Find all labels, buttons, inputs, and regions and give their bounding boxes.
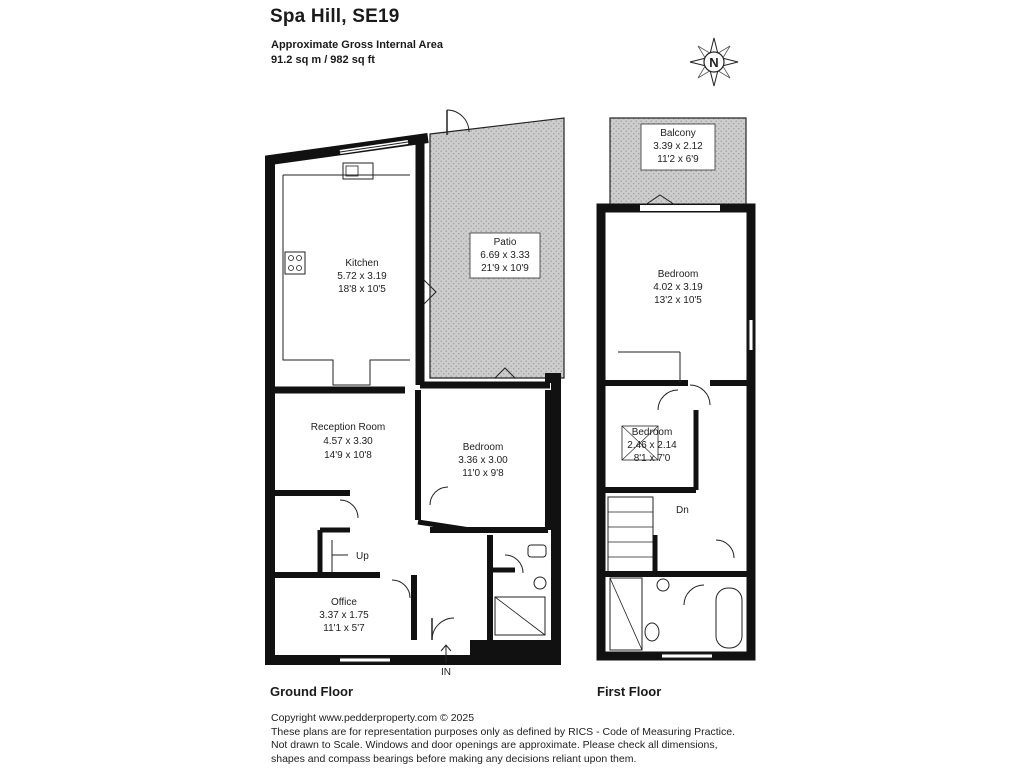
page-title: Spa Hill, SE19	[270, 6, 400, 27]
room-name-bedroom-ground: Bedroom	[462, 442, 504, 453]
bath-icon	[716, 588, 742, 648]
room-metric-kitchen: 5.72 x 3.19	[337, 271, 387, 282]
compass-north-letter: N	[709, 55, 719, 70]
compass-icon	[690, 38, 738, 86]
entrance-label: IN	[441, 667, 451, 678]
disclaimer-line-2: Not drawn to Scale. Windows and door openings are approximate. Please check all dimensions,	[271, 739, 718, 751]
room-metric-reception: 4.57 x 3.30	[323, 436, 373, 447]
room-imperial-office: 11'1 x 5'7	[323, 623, 365, 634]
room-metric-bedroom-first-small: 2.46 x 2.14	[627, 440, 677, 451]
room-imperial-patio: 21'9 x 10'9	[481, 263, 529, 274]
first-basin-icon	[657, 579, 669, 591]
room-imperial-bedroom-first-small: 8'1 x 7'0	[633, 453, 671, 464]
disclaimer-line-3: shapes and compass bearings before making any decisions reliant upon them.	[271, 752, 637, 765]
room-name-kitchen: Kitchen	[345, 258, 379, 269]
room-metric-bedroom-first-main: 4.02 x 3.19	[653, 282, 703, 293]
room-imperial-balcony: 11'2 x 6'9	[657, 154, 699, 165]
disclaimer	[271, 712, 735, 766]
room-name-office: Office	[331, 597, 357, 608]
room-metric-bedroom-ground: 3.36 x 3.00	[458, 455, 508, 466]
toilet-icon	[528, 545, 546, 557]
first-floor-plan	[601, 118, 753, 658]
stairs-up-label: Up	[356, 551, 369, 562]
ground-floor-plan	[270, 110, 564, 678]
room-imperial-kitchen: 18'8 x 10'5	[338, 284, 386, 295]
room-name-bedroom-first-small: Bedroom	[631, 427, 673, 438]
disclaimer-line-1: These plans are for representation purposes only as defined by RICS - Code of Measuring Practice.	[271, 725, 735, 738]
room-metric-balcony: 3.39 x 2.12	[653, 141, 703, 152]
ground-floor-label: Ground Floor	[270, 684, 354, 699]
hob-icon	[285, 252, 305, 274]
room-name-bedroom-first-main: Bedroom	[657, 269, 699, 280]
room-name-patio: Patio	[493, 237, 517, 248]
area-heading: Approximate Gross Internal Area	[271, 39, 443, 51]
room-metric-patio: 6.69 x 3.33	[480, 250, 530, 261]
basin-icon	[534, 577, 546, 589]
room-imperial-bedroom-first-main: 13'2 x 10'5	[654, 295, 702, 306]
room-imperial-reception: 14'9 x 10'8	[324, 450, 372, 461]
room-metric-office: 3.37 x 1.75	[319, 610, 369, 621]
room-name-reception: Reception Room	[310, 422, 386, 433]
first-toilet-icon	[645, 623, 659, 641]
stairs-down	[608, 497, 653, 572]
area-value: 91.2 sq m / 982 sq ft	[271, 54, 375, 66]
room-name-balcony: Balcony	[660, 128, 696, 139]
stairs-down-label: Dn	[676, 505, 689, 516]
room-imperial-bedroom-ground: 11'0 x 9'8	[462, 468, 504, 479]
first-floor-label: First Floor	[597, 684, 662, 699]
copyright-line: Copyright www.pedderproperty.com © 2025	[271, 712, 475, 724]
